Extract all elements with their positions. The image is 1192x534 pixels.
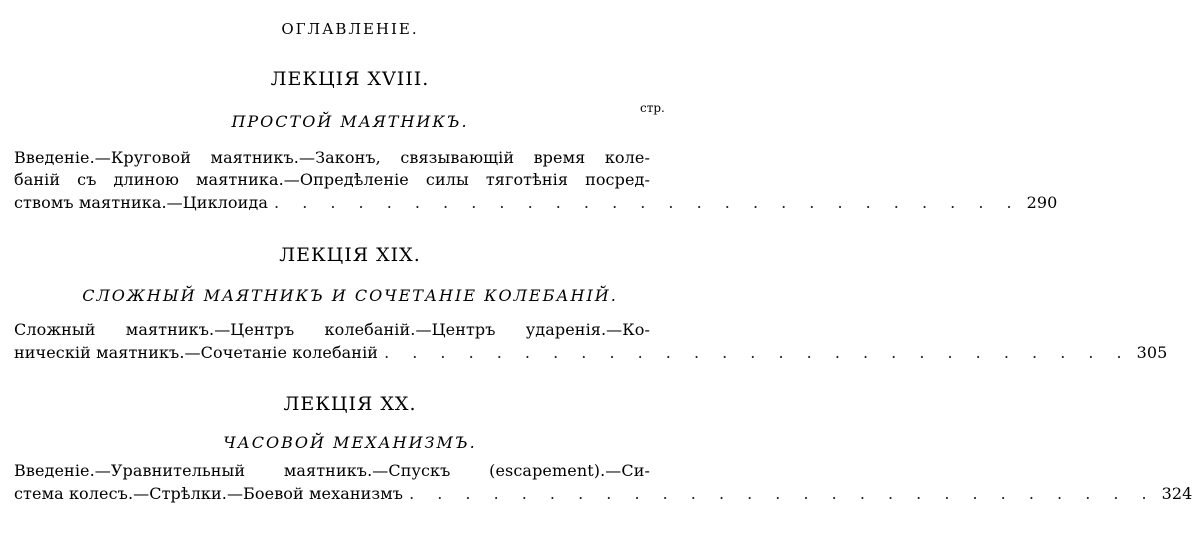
- leader-dots: . . . . . . . . . . . . . . . . . . . . . . . . . . .: [384, 343, 1131, 362]
- lecture-19-line-1: Сложный маятникъ.—Центръ колебаній.—Центръ ударенія.—Ко-: [14, 320, 650, 339]
- lecture-20-subtitle: ЧАСОВОЙ МЕХАНИЗМЪ.: [223, 433, 477, 452]
- lecture-19-line-2: [14, 343, 1168, 362]
- lecture-20-line-2: [14, 484, 1192, 503]
- lecture-20-line-2-text: стема колесъ.—Стрѣлки.—Боевой механизмъ: [14, 484, 404, 503]
- lecture-19-line-2-text: ническій маятникъ.—Сочетаніе колебаній: [14, 343, 379, 362]
- leader-dots: . . . . . . . . . . . . . . . . . . . . . . . . . . .: [274, 193, 1021, 212]
- lecture-18-line-2: баній съ длиною маятника.—Опредѣленіе силы тяготѣнія посред-: [14, 170, 650, 189]
- lecture-18-line-1: Введеніе.—Круговой маятникъ.—Законъ, связывающій время коле-: [14, 148, 650, 167]
- lecture-19-page-number: 305: [1136, 343, 1168, 362]
- page-column-label: стр.: [640, 101, 665, 115]
- lecture-18-subtitle: ПРОСТОЙ МАЯТНИКЪ.: [231, 112, 469, 131]
- lecture-20-page-number: 324: [1161, 484, 1192, 503]
- lecture-18-heading: ЛЕКЦІЯ XVIII.: [270, 68, 430, 90]
- lecture-20-heading: ЛЕКЦІЯ XX.: [283, 393, 417, 415]
- lecture-18-line-3-text: ствомъ маятника.—Циклоида: [14, 193, 269, 212]
- lecture-20-line-1: Введеніе.—Уравнительный маятникъ.—Спускъ (escapement).—Си-: [14, 461, 650, 480]
- lecture-18-page-number: 290: [1026, 193, 1058, 212]
- leader-dots: . . . . . . . . . . . . . . . . . . . . . . . . . . .: [409, 484, 1156, 503]
- lecture-19-heading: ЛЕКЦІЯ XIX.: [279, 244, 421, 266]
- lecture-18-line-3: [14, 193, 1058, 212]
- lecture-19-subtitle: СЛОЖНЫЙ МАЯТНИКЪ И СОЧЕТАНІЕ КОЛЕБАНІЙ.: [82, 286, 618, 305]
- toc-title: ОГЛАВЛЕНІЕ.: [281, 20, 419, 38]
